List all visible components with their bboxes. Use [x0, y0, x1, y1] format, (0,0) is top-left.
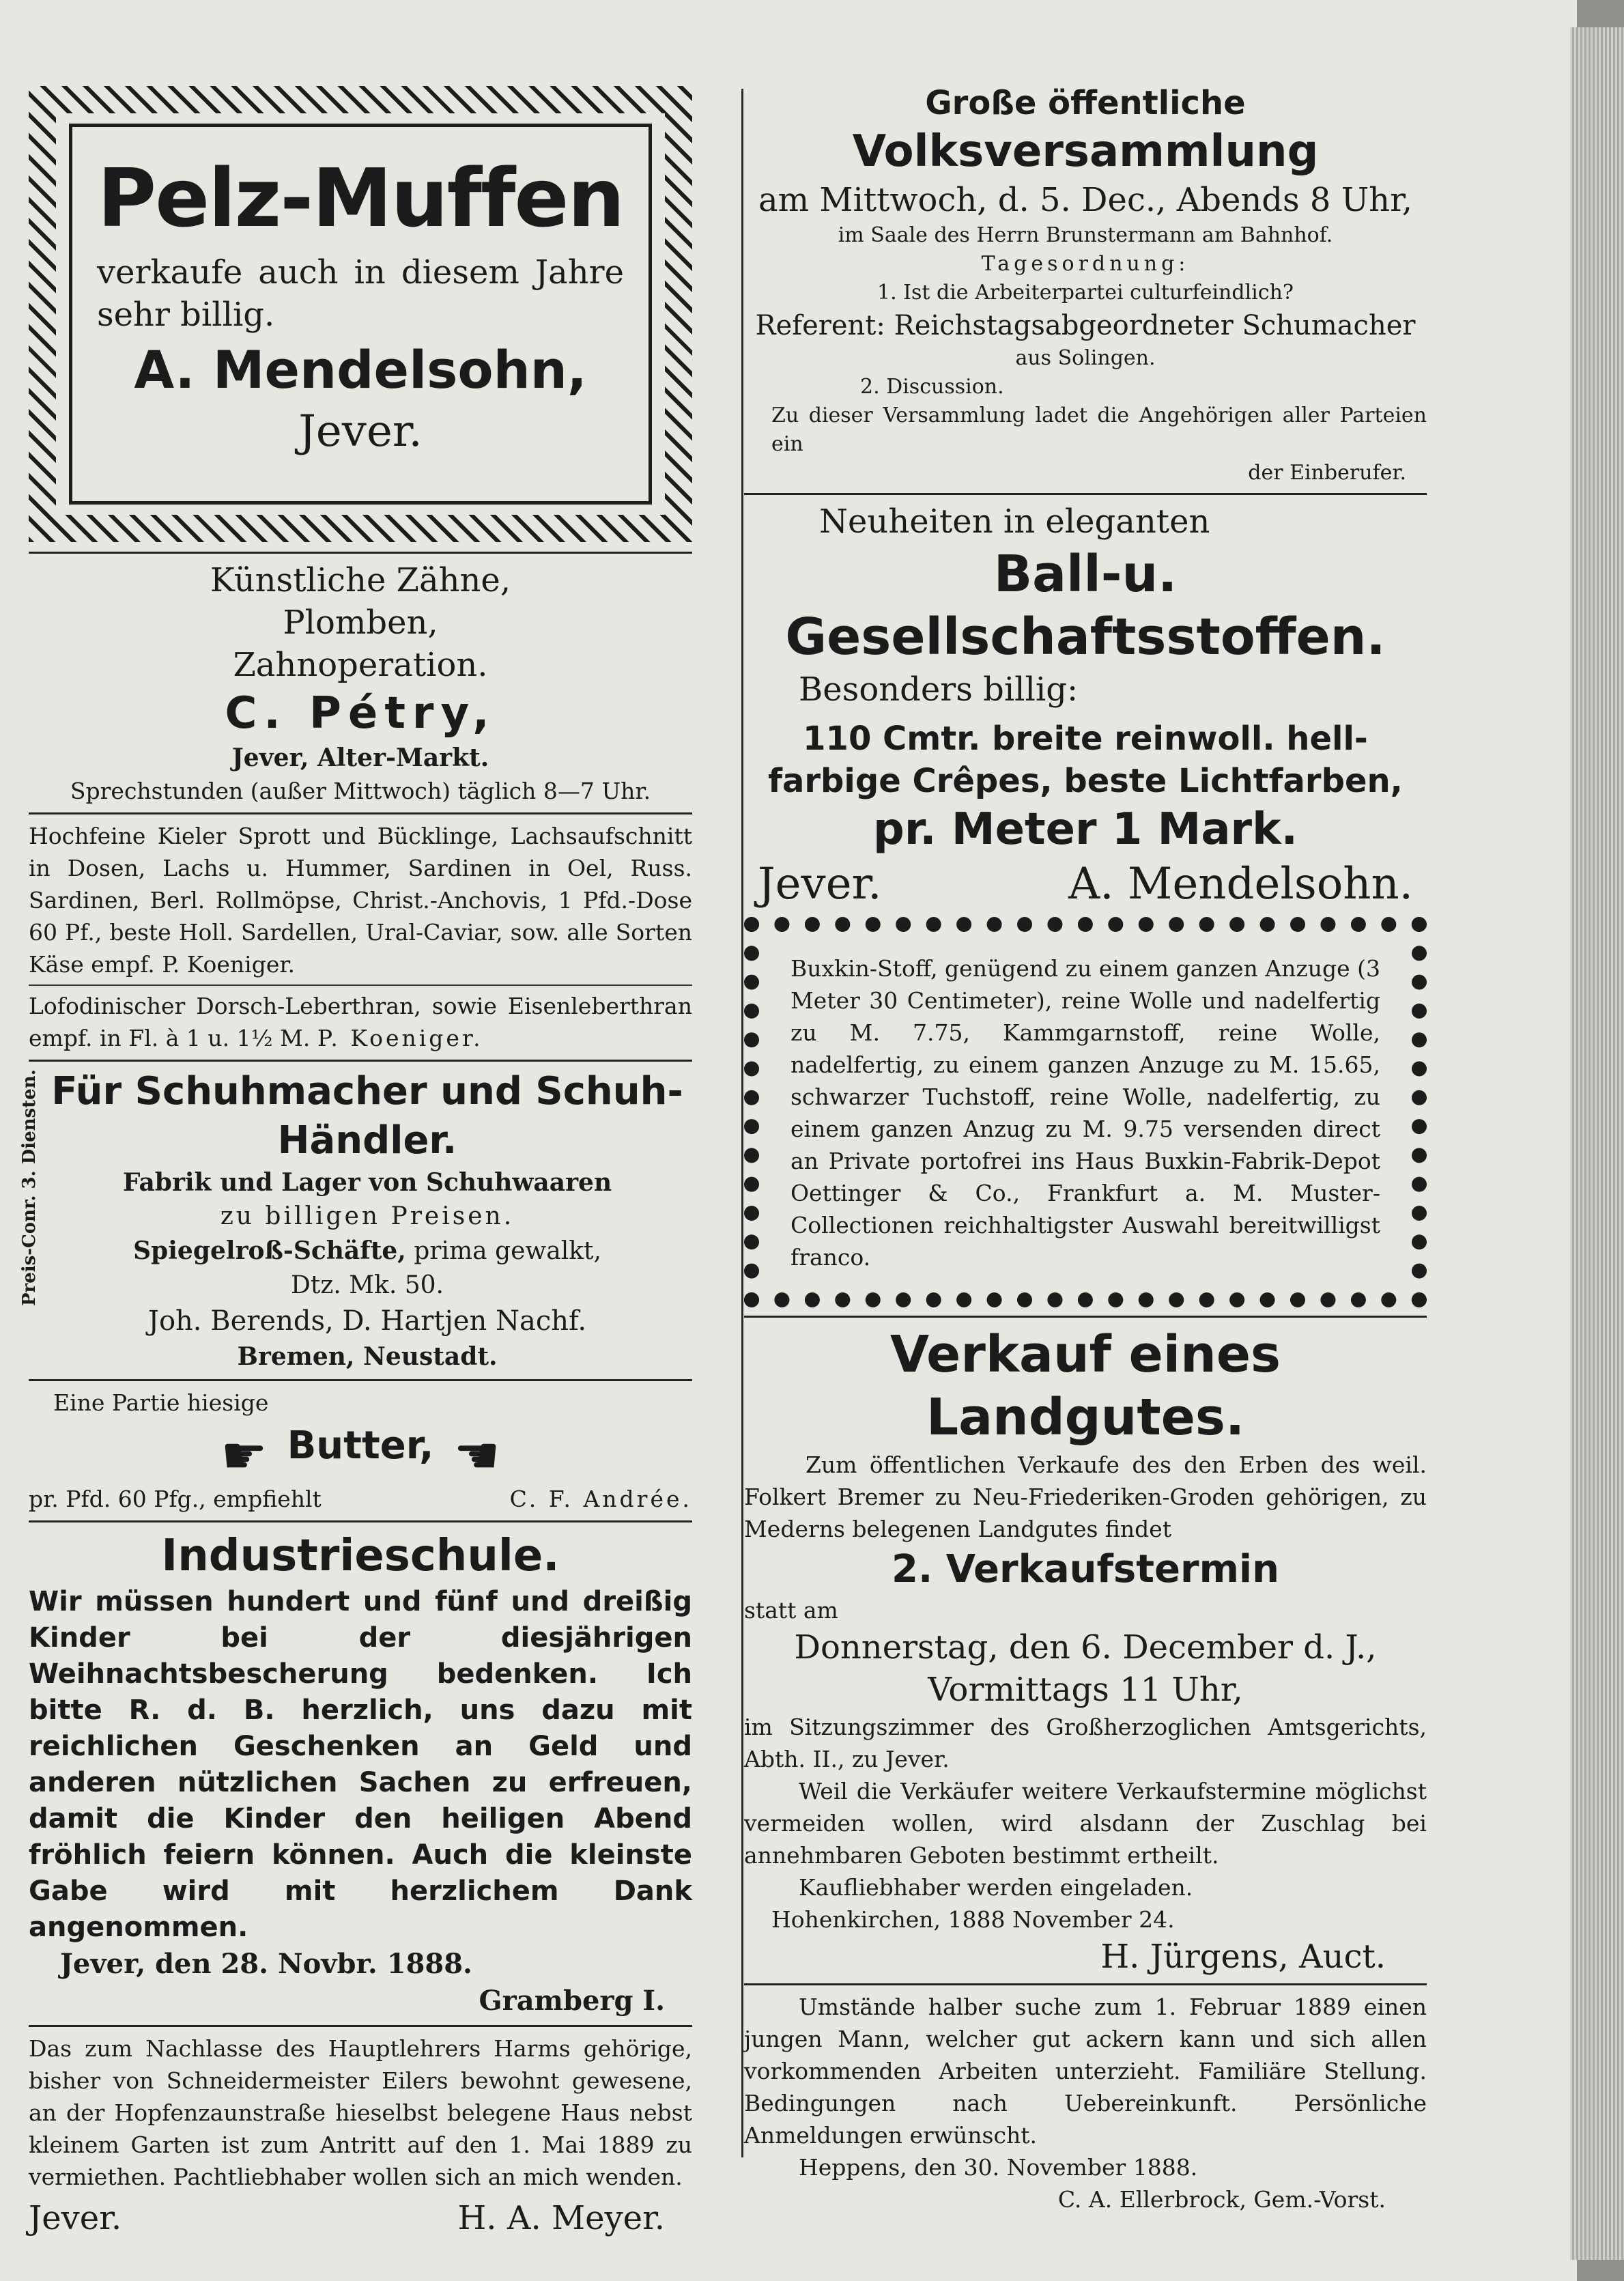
divider — [744, 1983, 1427, 1985]
ball-line1: Neuheiten in eleganten — [819, 502, 1210, 541]
landgut-time: Vormittags 11 Uhr, — [928, 1671, 1243, 1709]
lofot-name: P. Koeniger. — [317, 1025, 483, 1051]
divider — [29, 552, 692, 554]
landgut-date: Hohenkirchen, 1888 November 24. — [771, 1906, 1175, 1933]
ad-industrieschule — [29, 1528, 692, 2020]
landgut-p4: Kaufliebhaber werden eingeladen. — [799, 1874, 1193, 1901]
zahn-line3: Zahnoperation. — [233, 646, 488, 684]
schuh-line3 — [42, 1234, 692, 1269]
butter-word-row — [29, 1420, 692, 1486]
volk-line10: Zu dieser Versammlung ladet die Angehörigen aller Parteien ein — [771, 403, 1427, 456]
pointing-hand-left-icon: ☚ — [453, 1424, 500, 1486]
ad-landgut — [744, 1323, 1427, 1978]
schuh-line3-bold: Spiegelroß-Schäfte, — [133, 1236, 406, 1265]
heppens-text: Umstände halber suche zum 1. Februar 1889 einen jungen Mann, welcher gut ackern kann und sich allen vorkommenden Arbeiten unterzieht. Familiäre Stellung. Bedingungen nach Uebereinkunft. Persönliche Anmeldungen erwünscht. — [744, 1994, 1427, 2149]
volk-line6: 1. Ist die Arbeiterpartei culturfeindlich? — [877, 281, 1294, 304]
landgut-p1: Zum öffentlichen Verkaufe des den Erben des weil. Folkert Bremer zu Neu-Friederiken-Groden gehörigen, zu Mederns belegenen Landgutes findet — [744, 1451, 1427, 1542]
butter-price-row — [29, 1483, 692, 1515]
landgut-title: Verkauf eines Landgutes. — [889, 1325, 1281, 1447]
harms-sign-row — [29, 2193, 692, 2239]
right-column — [744, 82, 1427, 2215]
zahn-hours: Sprechstunden (außer Mittwoch) täglich 8—7 Uhr. — [70, 778, 651, 804]
ad-buxkin — [744, 917, 1427, 1307]
ad-heppens — [744, 1991, 1427, 2215]
butter-price: pr. Pfd. 60 Pfg., empfiehlt — [29, 1485, 322, 1512]
zahn-name: C. Pétry, — [225, 688, 496, 739]
zahn-line1: Künstliche Zähne, — [210, 561, 511, 599]
volk-line11: der Einberufer. — [1248, 461, 1406, 485]
ball-name: A. Mendelsohn. — [1068, 859, 1413, 909]
volk-line7: Referent: Reichstagsabgeordneter Schumacher — [755, 310, 1416, 341]
divider — [744, 1316, 1427, 1318]
landgut-p2: im Sitzungszimmer des Großherzoglichen Amtsgerichts, Abth. II., zu Jever. — [744, 1714, 1427, 1772]
ball-line2: Ball-u. Gesellschaftsstoffen. — [785, 545, 1386, 666]
schuh-line4: Dtz. Mk. 50. — [291, 1271, 444, 1299]
volk-line5: Tagesordnung: — [981, 252, 1190, 276]
butter-line1: Eine Partie hiesige — [53, 1389, 269, 1416]
divider — [29, 1060, 692, 1062]
landgut-sign: H. Jürgens, Auct. — [1100, 1938, 1386, 1976]
ball-line6: pr. Meter 1 Mark. — [873, 804, 1298, 855]
ad-schuh — [29, 1067, 692, 1374]
schuh-name: Joh. Berends, D. Hartjen Nachf. — [147, 1305, 587, 1337]
harms-place: Jever. — [29, 2198, 122, 2237]
volk-line9: 2. Discussion. — [860, 375, 1004, 399]
ad-zahn — [29, 559, 692, 807]
industrie-title: Industrieschule. — [161, 1530, 560, 1581]
landgut-statt: statt am — [744, 1597, 838, 1624]
lofot-text: Lofodinischer Dorsch-Leberthran, sowie Eisenleberthran empf. in Fl. à 1 u. 1½ M. — [29, 993, 692, 1051]
landgut-p3: Weil die Verkäufer weitere Verkaufstermine möglichst vermeiden wollen, wird alsdann der Zuschlag bei annehmbaren Geboten bestimmt ertheilt. — [744, 1778, 1427, 1869]
industrie-date: Jever, den 28. Novbr. 1888. — [60, 1947, 472, 1980]
schuh-line2: zu billigen Preisen. — [220, 1202, 515, 1230]
schuh-place: Bremen, Neustadt. — [237, 1342, 498, 1371]
ad-butter — [29, 1387, 692, 1515]
butter-name: C. F. Andrée. — [509, 1485, 692, 1512]
ad-harms — [29, 2032, 692, 2239]
landgut-termin: 2. Verkaufstermin — [892, 1547, 1279, 1591]
volk-line1: Große öffentliche — [925, 84, 1246, 122]
ball-place: Jever. — [758, 859, 882, 909]
ad-lofot — [29, 990, 692, 1054]
schuh-title2: Händler. — [277, 1118, 457, 1163]
pelz-body: verkaufe auch in diesem Jahre sehr billig. — [97, 253, 624, 334]
pelz-title: Pelz-Muffen — [97, 151, 624, 245]
pelz-place: Jever. — [298, 406, 423, 457]
divider — [29, 812, 692, 814]
pelz-name: A. Mendelsohn, — [134, 339, 587, 400]
ad-pelz-frame — [83, 138, 638, 490]
volk-line4: im Saale des Herrn Brunstermann am Bahnhof. — [838, 223, 1333, 247]
harms-text: Das zum Nachlasse des Hauptlehrers Harms gehörige, bisher von Schneidermeister Eilers bewohnt gewesene, an der Hopfenzaunstraße hieselbst belegene Haus nebst kleinem Garten ist zum Antritt auf den 1. Mai 1889 zu vermiethen. Pachtliebhaber wollen sich an mich wenden. — [29, 2035, 692, 2190]
page-edge — [1570, 27, 1624, 2260]
buxkin-text: Buxkin-Stoff, genügend zu einem ganzen Anzuge (3 Meter 30 Centimeter), reine Wolle und nadelfertig zu M. 7.75, Kammgarnstoff, reine Wolle, nadelfertig, zu einem ganzen Anzuge zu M. 15.65, schwarzer Tuchstoff, reine Wolle, nadelfertig, zu einem ganzen Anzug zu M. 9.75 versenden direct an Private portofrei ins Haus Buxkin-Fabrik-Depot Oettinger & Co., Frankfurt a. M. Muster-Collectionen reichhaltigster Auswahl bereitwilligst franco. — [790, 955, 1380, 1271]
volk-line2: Volksversammlung — [852, 126, 1319, 177]
side-label: Preis-Conr. 3. Diensten. — [19, 1069, 40, 1307]
divider — [29, 984, 692, 986]
pointing-hand-right-icon: ☛ — [220, 1424, 268, 1486]
volk-line8: aus Solingen. — [1015, 346, 1156, 370]
butter-word: Butter, — [287, 1423, 434, 1468]
ball-sign-row — [744, 857, 1427, 911]
ball-line5: farbige Crêpes, beste Lichtfarben, — [768, 762, 1403, 800]
ad-volksversammlung — [744, 82, 1427, 487]
zahn-line2: Plomben, — [283, 604, 438, 642]
harms-name: H. A. Meyer. — [457, 2198, 665, 2237]
landgut-day: Donnerstag, den 6. December d. J., — [794, 1628, 1377, 1667]
divider — [29, 2025, 692, 2027]
heppens-date: Heppens, den 30. November 1888. — [799, 2154, 1198, 2181]
heppens-sign: C. A. Ellerbrock, Gem.-Vorst. — [1057, 2186, 1386, 2213]
divider — [29, 1379, 692, 1381]
schuh-title1: Für Schuhmacher und Schuh- — [51, 1069, 683, 1114]
volk-line3: am Mittwoch, d. 5. Dec., Abends 8 Uhr, — [758, 181, 1413, 219]
ball-line4: 110 Cmtr. breite reinwoll. hell- — [803, 720, 1368, 758]
ad-ball-stoffe — [744, 500, 1427, 911]
ad-kieler: Hochfeine Kieler Sprott und Bücklinge, Lachsaufschnitt in Dosen, Lachs u. Hummer, Sardinen in Oel, Russ. Sardinen, Berl. Rollmöpse, Christ.-Anchovis, 1 Pfd.-Dose 60 Pf., beste Holl. Sardellen, Ural-Caviar, sow. alle Sorten Käse empf. P. Koeniger. — [29, 823, 692, 978]
industrie-sign: Gramberg I. — [479, 1984, 665, 2017]
column-divider — [741, 89, 743, 2157]
divider — [744, 493, 1427, 495]
ad-pelz-muffen — [29, 86, 692, 542]
schuh-line3-rest: prima gewalkt, — [405, 1237, 601, 1265]
schuh-line1: Fabrik und Lager von Schuhwaaren — [122, 1168, 612, 1197]
ball-line3: Besonders billig: — [799, 670, 1079, 709]
zahn-address: Jever, Alter-Markt. — [231, 743, 489, 772]
divider — [29, 1520, 692, 1522]
industrie-body: Wir müssen hundert und fünf und dreißig Kinder bei der diesjährigen Weihnachtsbescherung bedenken. Ich bitte R. d. B. herzlich, uns dazu mit reichlichen Geschenken an Geld und anderen nützlichen Sachen zu erfreuen, damit die Kinder den heiligen Abend fröhlich feiern können. Auch die kleinste Gabe wird mit herzlichem Dank angenommen. — [29, 1585, 692, 1943]
left-column — [29, 82, 692, 2239]
